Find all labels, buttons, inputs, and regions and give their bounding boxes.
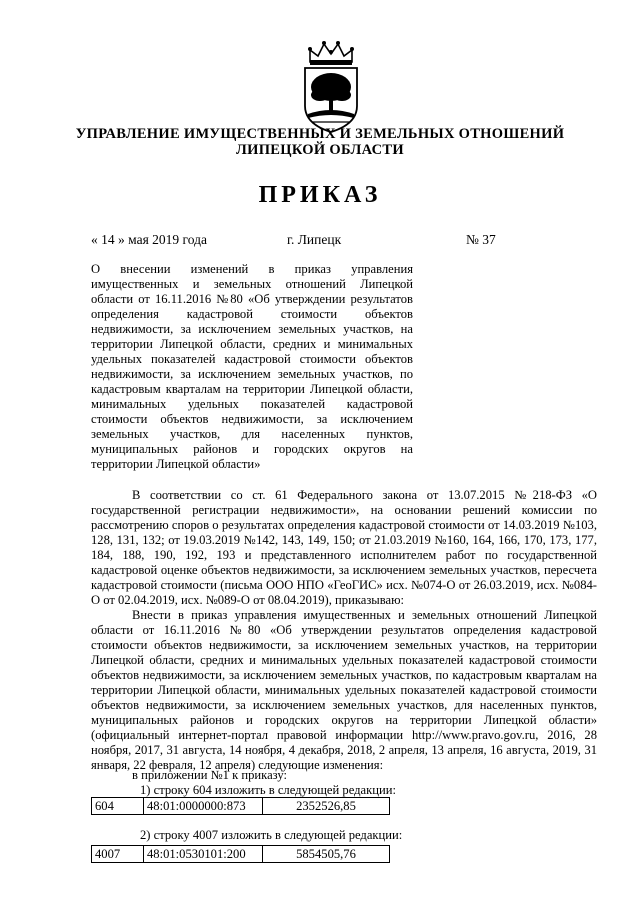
order-subject: О внесении изменений в приказ управления имущественных и земельных отношений Липецкой области от 16.11.2016 №80 «Об утверждении результатов определения кадастровой стоимости объектов недвижимости, за исключением земельных участков, на территории Липецкой области, средних и минимальных удельных показателей кадастровой стоимости объектов недвижимости, за исключением земельных участков, по кадастровым кварталам на территории Липецкой области, минимальных удельных показателей кадастровой стоимости объектов недвижимости, за исключением земельных участков, для населенных пунктов, муниципальных районов и городских округов на территории Липецкой области»	[91, 262, 413, 471]
table-row	[92, 846, 390, 863]
appendix-line: в приложении №1 к приказу:	[132, 768, 287, 782]
cadastral-number-cell: 48:01:0530101:200	[144, 846, 263, 863]
table-row	[92, 798, 390, 815]
body-paragraph-1: В соответствии со ст. 61 Федерального закона от 13.07.2015 №218-ФЗ «О государственной регистрации недвижимости», на основании решений комиссии по рассмотрению споров о результатах определения кадастровой стоимости от 14.03.2019 №103, 128, 131, 132; от 19.03.2019 №142, 143, 149, 150; от 21.03.2019 №160, 164, 166, 170, 173, 177, 184, 188, 190, 192, 193 и представленного исполнителем работ по государственной кадастровой оценке объектов недвижимости, за исключением земельных участков, пересчета кадастровой стоимости (письма ООО НПО «ГеоГИС» исх. №074-О от 26.03.2019, исх. №084-О от 02.04.2019, исх. №089-О от 08.04.2019), приказываю:	[91, 488, 597, 607]
lipetsk-coat-of-arms-icon	[298, 40, 364, 134]
row-number-cell: 4007	[92, 846, 144, 863]
record-table-4007	[91, 845, 390, 863]
item-1-text: 1) строку 604 изложить в следующей редакции:	[140, 783, 396, 797]
order-date: « 14 » мая 2019 года	[91, 232, 207, 247]
cadastral-number-cell: 48:01:0000000:873	[144, 798, 263, 815]
item-2-text: 2) строку 4007 изложить в следующей редакции:	[140, 828, 403, 842]
order-number: № 37	[466, 232, 496, 247]
row-number-cell: 604	[92, 798, 144, 815]
document-title: ПРИКАЗ	[258, 182, 382, 208]
organization-name-line-1: УПРАВЛЕНИЕ ИМУЩЕСТВЕННЫХ И ЗЕМЕЛЬНЫХ ОТНОШЕНИЙ	[75, 126, 565, 142]
cadastral-value-cell: 2352526,85	[263, 798, 390, 815]
order-city: г. Липецк	[287, 232, 342, 247]
body-paragraph-2: Внести в приказ управления имущественных и земельных отношений Липецкой области от 16.11.2016 №80 «Об утверждении результатов определения кадастровой стоимости объектов недвижимости, за исключением земельных участков, на территории Липецкой области, средних и минимальных удельных показателей кадастровой стоимости объектов недвижимости, за исключением земельных участков, по кадастровым кварталам на территории Липецкой области, минимальных удельных показателей кадастровой стоимости объектов недвижимости, за исключением земельных участков, для населенных пунктов, муниципальных районов и городских округов на территории Липецкой области» (официальный интернет-портал правовой информации http://www.pravo.gov.ru, 2016, 28 ноября, 2017, 31 августа, 14 ноября, 4 декабря, 2018, 2 апреля, 13 апреля, 16 августа, 2019, 31 января, 22 февраля, 12 апреля) следующие изменения:	[91, 608, 597, 772]
order-body	[91, 488, 597, 773]
cadastral-value-cell: 5854505,76	[263, 846, 390, 863]
record-table-604	[91, 797, 390, 815]
organization-name-line-2: ЛИПЕЦКОЙ ОБЛАСТИ	[236, 142, 404, 158]
